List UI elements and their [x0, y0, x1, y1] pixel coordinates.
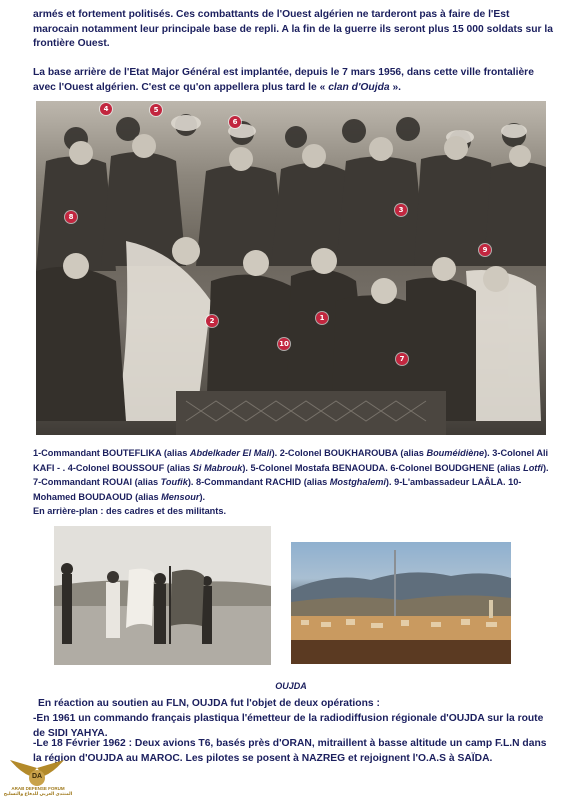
base-text: La base arrière de l'Etat Major Général est implantée, depuis le 7 mars 1956, dans cette ville frontalière avec l'Ouest algérien. C'est ce qu'on appellera plus tard le « — [33, 67, 534, 93]
logo-name: ARAB DEFENSE FORUM — [11, 786, 65, 791]
oujda-photo-label: OUJDA — [275, 681, 307, 691]
caption-alias: Abdelkader El Mali — [189, 448, 272, 458]
logo-arabic: المنتدى العربي للدفاع والتسليح — [3, 791, 73, 796]
oujda-city-photograph — [291, 542, 511, 664]
photo-marker-3: 3 — [395, 204, 407, 216]
caption-part: ). — [199, 491, 206, 502]
logo-abbr: DA — [31, 773, 43, 780]
photo-marker-4: 4 — [100, 103, 112, 115]
group-photograph — [36, 101, 546, 435]
caption-part: ). 9-L'ambassadeur LAÂLA. 10- Mohamed BOUDAOUD (alias — [33, 477, 522, 502]
caption-alias: Si Mabrouk — [192, 462, 243, 473]
base-text-end: ». — [389, 81, 402, 93]
event-1961-text: -En 1961 un commando français plastiqua l'émetteur de la radiodiffusion régionale d'OUJDA sur la route de SIDI YAHYA. — [33, 713, 544, 739]
caption-part: ). 2-Colonel BOUKHAROUBA (alias — [271, 448, 427, 458]
city-photo-drawing — [291, 542, 511, 664]
caption-part: ). 5-Colonel Mostafa BENAOUDA. 6-Colonel BOUDGHENE (alias — [242, 462, 524, 473]
caption-alias: Bouméidiène — [426, 448, 485, 458]
base-paragraph — [33, 66, 553, 95]
caption-part: ). 3-Colonel Ali KAFI - . 4-Colonel BOUSSOUF (alias — [33, 448, 549, 473]
group-photo-drawing — [36, 101, 546, 435]
photo-marker-6: 6 — [229, 116, 241, 128]
photo-marker-7: 7 — [396, 353, 408, 365]
flag-photograph — [54, 526, 271, 665]
caption-alias: Mostghalemi — [329, 477, 386, 488]
intro-paragraph — [33, 8, 553, 52]
events-intro-text: En réaction au soutien au FLN, OUJDA fut l'objet de deux opérations : — [38, 698, 380, 709]
event-1962 — [33, 737, 553, 766]
events-intro — [38, 697, 558, 712]
intro-text: armés et fortement politisés. Ces combattants de l'Ouest algérien ne tarderont pas à faire de l'Est marocain notamment leur principale base de repli. A la fin de la guerre ils seront plus 15 000 soldats sur la frontière Ouest. — [33, 9, 553, 50]
photo-marker-2: 2 — [206, 315, 218, 327]
flag-photo-drawing — [54, 526, 271, 665]
photo-marker-9: 9 — [479, 244, 491, 256]
photo-marker-1: 1 — [316, 312, 328, 324]
caption-part: ). 7-Commandant ROUAI (alias — [33, 462, 549, 488]
event-1962-text: -Le 18 Février 1962 : Deux avions T6, basés près d'ORAN, mitraillent à basse altitude un camp F.L.N dans la région d'OUJDA au MAROC. Les pilotes se posent à NAZREG et rejoignent l'O.A.S à SAÏDA. — [33, 738, 547, 764]
caption-alias: Mensour — [161, 491, 200, 502]
caption-background-note: En arrière-plan : des cadres et des militants. — [33, 506, 227, 517]
photo-caption — [33, 446, 553, 519]
photo-marker-10: 10 — [279, 340, 289, 348]
caption-alias: Lotfi — [523, 462, 543, 473]
caption-alias: Toufik — [160, 477, 188, 488]
clan-oujda-term: clan d'Oujda — [328, 81, 390, 93]
photo-marker-8: 8 — [65, 211, 77, 223]
photo-marker-5: 5 — [150, 104, 162, 116]
caption-part: 1-Commandant BOUTEFLIKA (alias — [33, 448, 190, 458]
logo-caption — [2, 786, 74, 797]
caption-part: ). 8-Commandant RACHID (alias — [187, 477, 330, 488]
